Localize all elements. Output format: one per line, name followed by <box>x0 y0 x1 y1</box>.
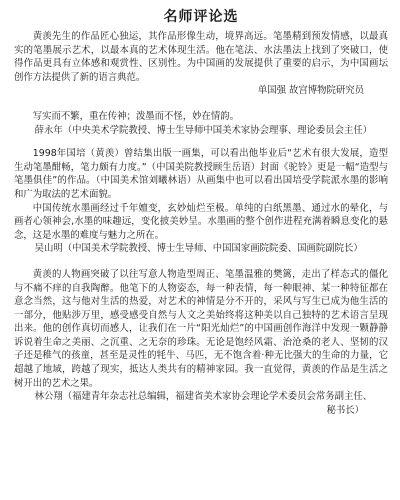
review-2-author: 薛永年（中央美术学院教授、博士生导师中国美术家协会理事、理论委员会主任） <box>34 124 373 136</box>
review-1-author: 单国强 故宫博物院研究员 <box>257 85 364 97</box>
review-3-text: 1998年国培（黄羡）曾结集出版一画集，可以看出他毕业后“艺术有很大发展，造型生动笔墨酣畅，笔力颇有力度。”（中国美院教授顾生岳语）封面《驼铃》更是一幅“造型与笔墨俱佳”的作品。（中国美术馆刘曦林语）从画集中也可以看出国培受学院派水墨的影响和广为取法的艺术面貌。 <box>14 148 388 200</box>
review-3-text-2: 中国传统水墨画经过千年嬗变，玄妙灿烂至极。单纯的白纸黑墨、通过水的晕化，与画者心领神会,水墨的味趣远，变化披美妙呈。水墨画的整个创作进程充满着瞬息变化的悬念，这是水墨的难度与魅力之所在。 <box>14 202 388 241</box>
review-1-text: 黄羡先生的作品匠心独运，其作品形像生动，境界高远。笔墨精到预发情感，以最真实的笔墨展示艺术，以最本真的艺术体现生活。他在笔法、水法墨法上找到了突破口，使得作品更具有立体感和观赏性、区别性。为中国画的发展提供了重要的启示，为中国画坛创作方法提供了新的语言典范。 <box>14 31 388 83</box>
review-3-author: 吴山明（中国美术学院教授、博士生导师、中国国家画院院委、国画院副院长） <box>34 243 363 255</box>
review-2-text: 写实而不繁，重在传神；泼墨而不怪，妙在情韵。 <box>32 110 240 122</box>
spacer <box>14 256 388 268</box>
spacer <box>14 98 388 110</box>
review-4-author-tail: 秘书长） <box>326 404 364 416</box>
page-title: 名师评论选 <box>163 9 239 25</box>
spacer <box>14 137 388 147</box>
review-4-author: 林公翔（福建青年杂志社总编辑，福建省美术家协会理论学术委员会常务副主任、 <box>34 391 373 403</box>
review-4-text: 黄羡的人物画突破了以往写意人物造型周正、笔墨温雅的樊篱，走出了样态式的僵化与不痛不痒的自我陶醉。他笔下的人物姿态，每一种表情，每一种眼神、某一种特征都在意念当然，这与他对生活的热爱，对艺术的神情是分不开的，采风与写生已成为他生活的一部分，他贴涉万里，感受感受自然与人文之美始终将这种美以自己独特的艺术语言呈现出来。他的创作真切而感人，让我们在一片“阳光灿烂”的中国画创作海洋中发现一颗静静诉说着生命之美丽、之沉重、之无奈的珍珠。无论是饱经风霜、治沧桑的老人、坚韧的汉子还是稚气的孩童，甚至是灵性的牦牛、马匹，无不饱含着·种无比强大的生命的力量，它超越了地域，跨越了现实，抵达人类共有的精神家园。我一直觉得，黄羡的作品是生活之树开出的艺术之果。 <box>14 268 388 389</box>
